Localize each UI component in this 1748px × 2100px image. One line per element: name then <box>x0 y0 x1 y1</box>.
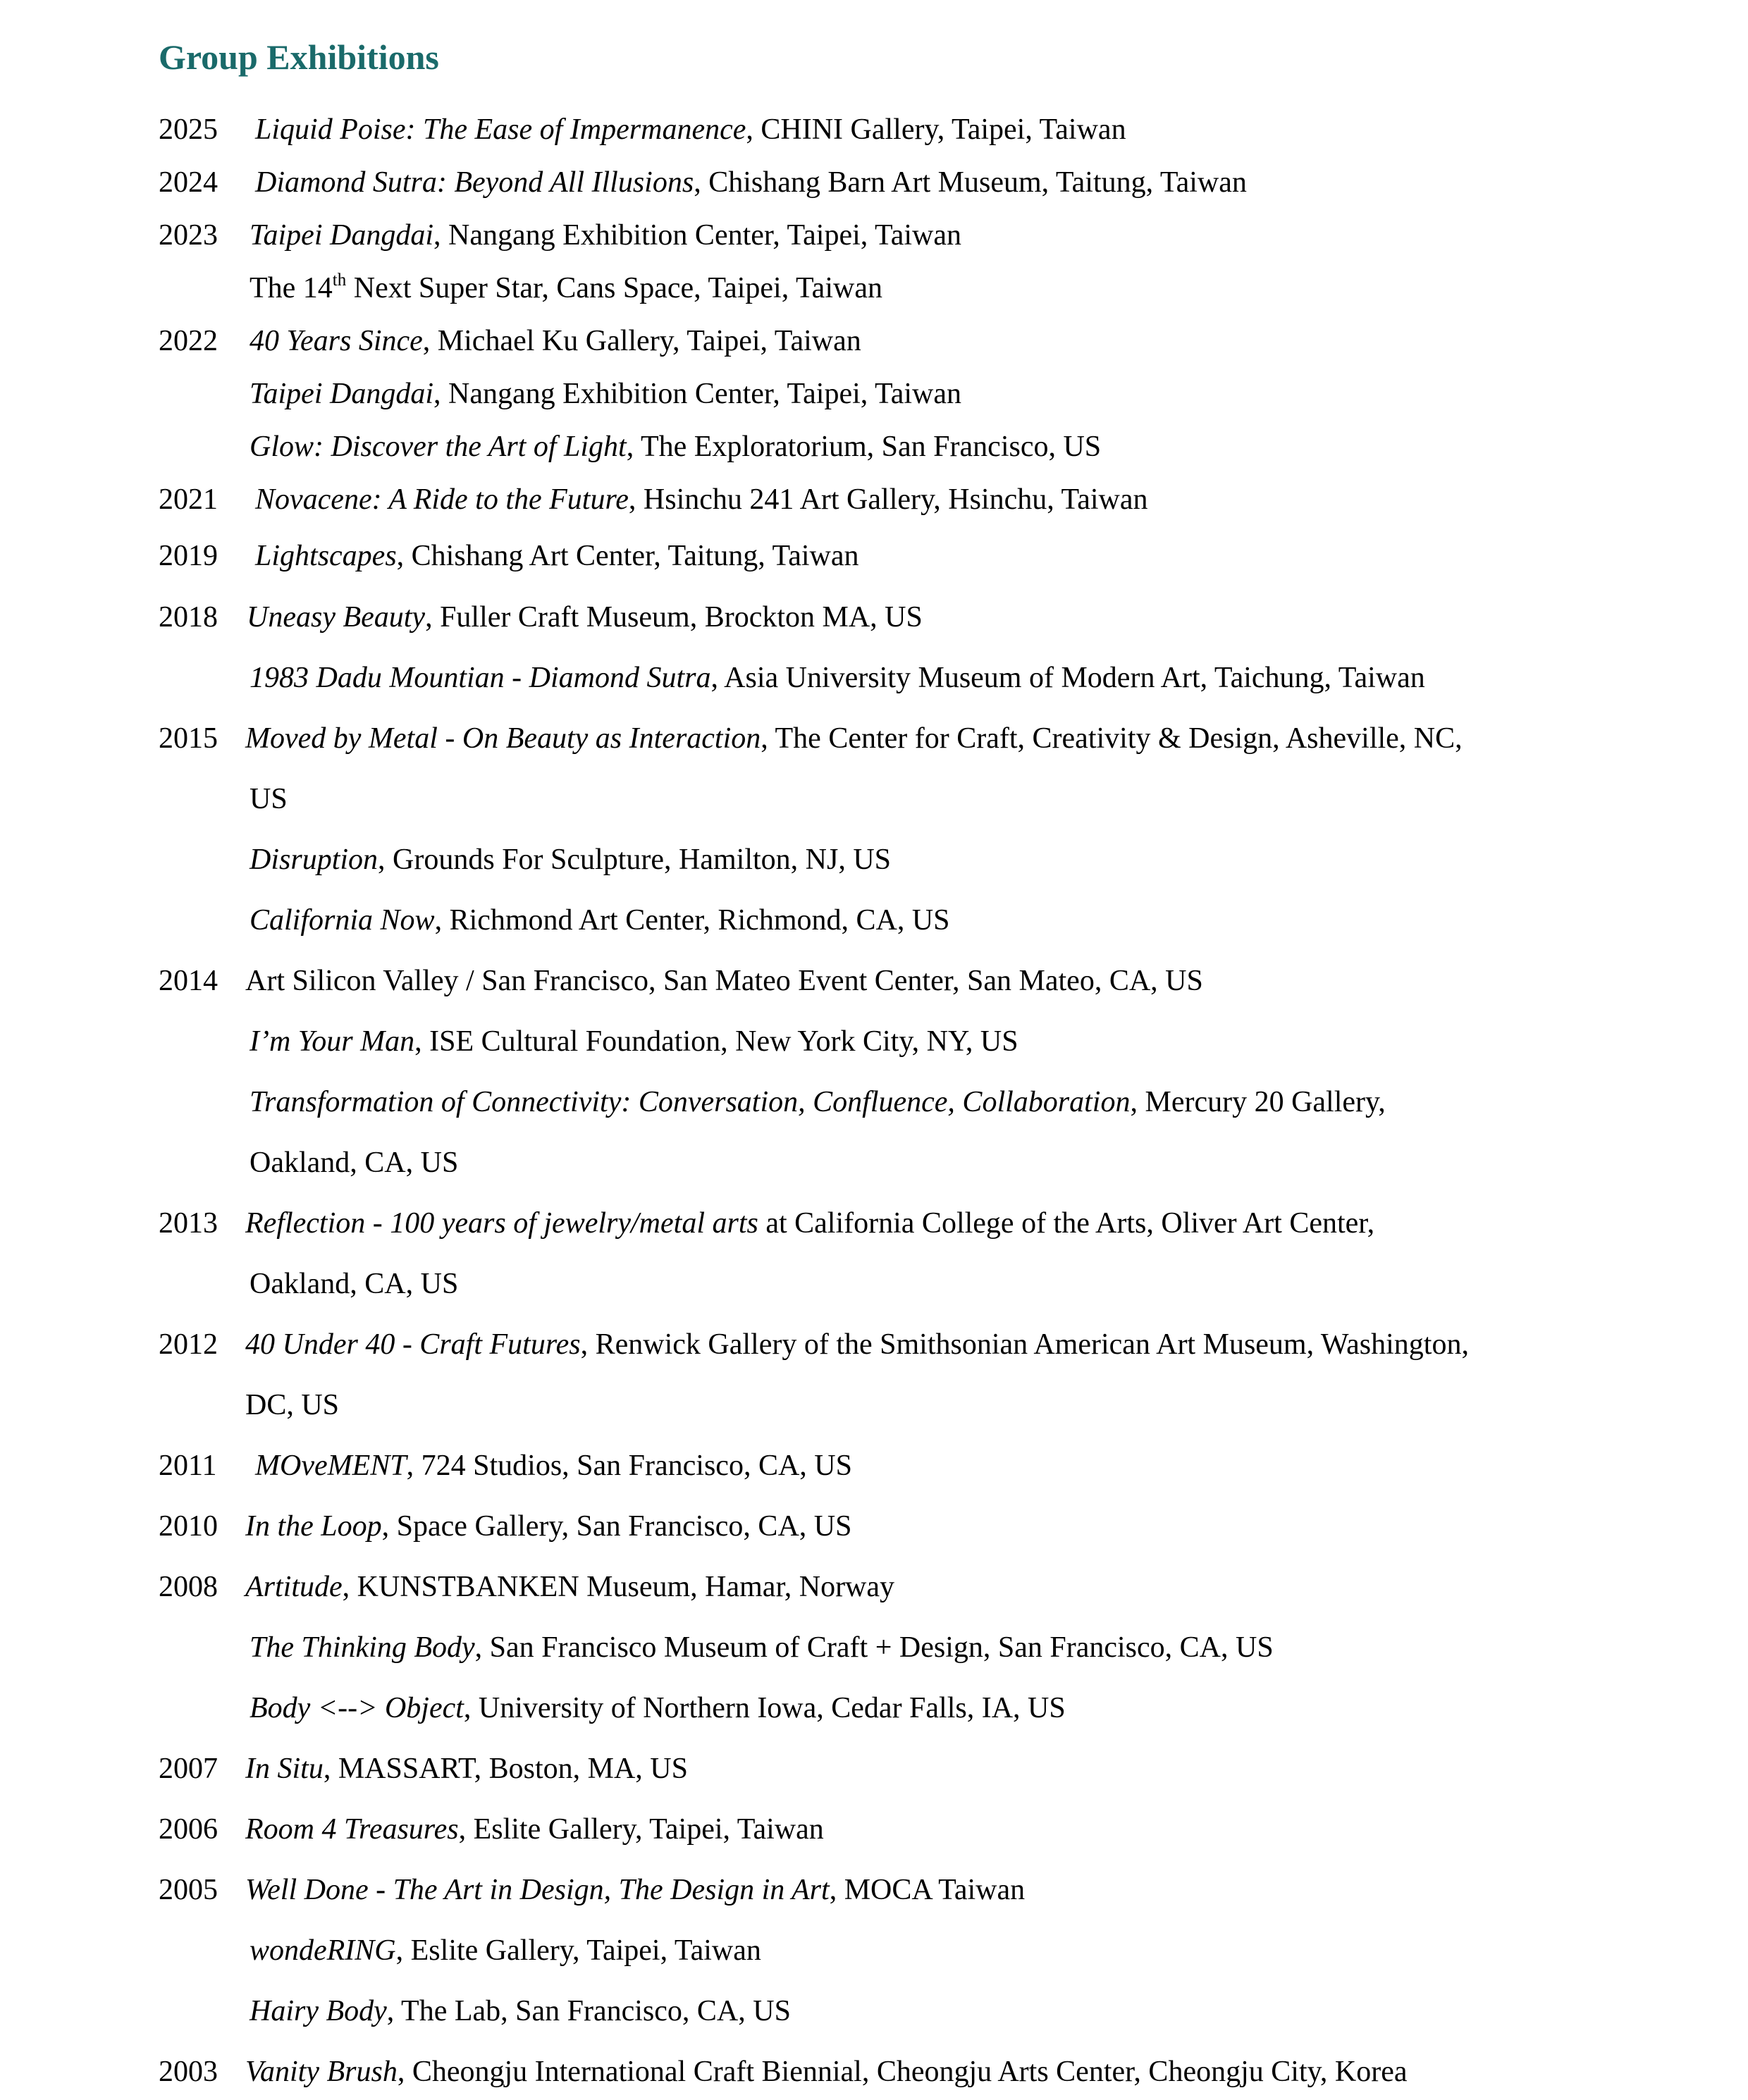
exhibition-year: 2008 <box>159 1571 218 1603</box>
exhibition-year: 2006 <box>159 1813 218 1846</box>
exhibition-year: 2005 <box>159 1874 218 1906</box>
exhibition-venue: Next Super Star, Cans Space, Taipei, Taiwan <box>346 272 882 304</box>
entry-text: The 14 <box>250 272 333 304</box>
exhibition-title: I’m Your Man <box>250 1025 415 1058</box>
exhibition-entry <box>245 1754 688 1784</box>
exhibition-year: 2021 <box>159 483 218 516</box>
exhibition-title: Taipei Dangdai <box>250 219 433 252</box>
exhibition-venue: , KUNSTBANKEN Museum, Hamar, Norway <box>342 1571 895 1603</box>
exhibition-title: In Situ <box>245 1753 324 1785</box>
exhibition-year: 2022 <box>159 325 218 357</box>
exhibition-entry <box>250 432 1101 462</box>
exhibition-year: 2015 <box>159 722 218 755</box>
exhibition-title: Transformation of Connectivity: Conversation, Confluence, Collaboration <box>250 1086 1131 1118</box>
exhibition-year: 2024 <box>159 166 218 199</box>
exhibition-title: Vanity Brush <box>245 2056 398 2088</box>
exhibition-year: 2023 <box>159 219 218 252</box>
ordinal-suffix: th <box>332 271 347 290</box>
exhibition-entry <box>245 1572 894 1602</box>
exhibition-venue: , The Exploratorium, San Francisco, US <box>626 431 1102 463</box>
exhibition-title: The Thinking Body <box>250 1631 475 1664</box>
exhibition-title: Lightscapes <box>255 540 397 572</box>
exhibition-entry <box>250 1996 791 2026</box>
exhibition-year: 2014 <box>159 965 218 997</box>
exhibition-venue: , Michael Ku Gallery, Taipei, Taiwan <box>422 325 861 357</box>
exhibition-venue: at California College of the Arts, Oliver Art Center, <box>758 1207 1375 1240</box>
exhibition-venue: US <box>250 783 288 815</box>
exhibition-title: Artitude <box>245 1571 343 1603</box>
exhibition-venue: , Chishang Barn Art Museum, Taitung, Taiwan <box>694 166 1247 199</box>
exhibition-entry <box>245 1875 1025 1905</box>
exhibition-entry <box>250 1269 458 1299</box>
exhibition-entry <box>250 845 891 875</box>
exhibition-entry <box>250 1027 1018 1056</box>
exhibition-year: 2013 <box>159 1207 218 1240</box>
exhibition-venue: , University of Northern Iowa, Cedar Falls, IA, US <box>463 1692 1066 1724</box>
exhibition-venue: Oakland, CA, US <box>250 1147 459 1179</box>
exhibition-title: Diamond Sutra: Beyond All Illusions <box>255 166 694 199</box>
exhibition-venue: Art Silicon Valley / San Francisco, San Mateo Event Center, San Mateo, CA, US <box>245 965 1203 997</box>
exhibition-entry <box>245 966 1203 996</box>
exhibition-venue: , Chishang Art Center, Taitung, Taiwan <box>396 540 859 572</box>
exhibition-entry <box>245 724 1463 753</box>
exhibition-venue: , ISE Cultural Foundation, New York City, NY, US <box>414 1025 1018 1058</box>
exhibition-year: 2012 <box>159 1328 218 1361</box>
exhibition-venue: , Grounds For Sculpture, Hamilton, NJ, US <box>378 844 892 876</box>
exhibition-venue: DC, US <box>245 1389 340 1421</box>
exhibition-title: Well Done - The Art in Design, The Design in Art <box>245 1874 830 1906</box>
section-heading: Group Exhibitions <box>159 37 439 77</box>
exhibition-title: Disruption <box>250 844 378 876</box>
exhibition-entry <box>250 1693 1066 1723</box>
exhibition-entry <box>255 485 1148 514</box>
exhibition-year: 2019 <box>159 540 218 572</box>
exhibition-venue: , CHINI Gallery, Taipei, Taiwan <box>746 113 1126 146</box>
exhibition-title: MOveMENT <box>255 1450 407 1482</box>
exhibition-venue: , Fuller Craft Museum, Brockton MA, US <box>425 601 923 634</box>
exhibition-venue: , Eslite Gallery, Taipei, Taiwan <box>395 1934 761 1967</box>
exhibition-entry <box>245 1330 1469 1359</box>
exhibition-venue: , The Lab, San Francisco, CA, US <box>386 1995 791 2027</box>
exhibition-title: California Now <box>250 904 435 937</box>
exhibition-title: Body <--> Object <box>250 1692 464 1724</box>
exhibition-entry <box>250 1087 1386 1117</box>
exhibition-entry <box>255 541 858 571</box>
exhibition-entry <box>245 1815 824 1844</box>
exhibition-year: 2010 <box>159 1510 218 1543</box>
exhibition-entry <box>247 603 923 632</box>
exhibition-venue: , The Center for Craft, Creativity & Design, Asheville, NC, <box>761 722 1463 755</box>
exhibition-entry <box>245 2057 1407 2087</box>
exhibition-year: 2025 <box>159 113 218 146</box>
exhibition-title: wondeRING <box>250 1934 396 1967</box>
exhibition-entry <box>250 221 961 250</box>
exhibition-venue: , Eslite Gallery, Taipei, Taiwan <box>458 1813 824 1846</box>
exhibition-entry <box>255 1451 852 1481</box>
exhibition-year: 2018 <box>159 601 218 634</box>
exhibition-entry <box>255 168 1247 197</box>
exhibition-venue: , Asia University Museum of Modern Art, Taichung, Taiwan <box>710 662 1425 694</box>
exhibition-venue: , Renwick Gallery of the Smithsonian American Art Museum, Washington, <box>580 1328 1469 1361</box>
exhibition-title: Uneasy Beauty <box>247 601 426 634</box>
exhibition-entry <box>255 115 1126 144</box>
exhibition-title: 40 Under 40 - Craft Futures <box>245 1328 581 1361</box>
exhibition-venue: , San Francisco Museum of Craft + Design, San Francisco, CA, US <box>474 1631 1274 1664</box>
exhibition-venue: , Mercury 20 Gallery, <box>1130 1086 1386 1118</box>
exhibition-year: 2007 <box>159 1753 218 1785</box>
exhibition-entry <box>250 663 1425 693</box>
exhibition-entry <box>245 1512 851 1541</box>
exhibition-title: 1983 Dadu Mountian - Diamond Sutra <box>250 662 711 694</box>
exhibition-venue: , Cheongju International Craft Biennial, Cheongju Arts Center, Cheongju City, Korea <box>397 2056 1408 2088</box>
exhibition-venue: , Space Gallery, San Francisco, CA, US <box>381 1510 852 1543</box>
exhibition-year: 2011 <box>159 1450 217 1482</box>
exhibition-title: 40 Years Since <box>250 325 423 357</box>
exhibition-entry <box>250 906 950 935</box>
exhibition-year: 2003 <box>159 2056 218 2088</box>
exhibition-title: Glow: Discover the Art of Light <box>250 431 627 463</box>
exhibition-venue: , MASSART, Boston, MA, US <box>323 1753 688 1785</box>
exhibition-title: Taipei Dangdai <box>250 378 433 410</box>
exhibition-venue: , Nangang Exhibition Center, Taipei, Taiwan <box>433 378 962 410</box>
exhibition-venue: , Hsinchu 241 Art Gallery, Hsinchu, Taiwan <box>628 483 1148 516</box>
exhibition-venue: , 724 Studios, San Francisco, CA, US <box>406 1450 852 1482</box>
exhibition-entry <box>250 326 861 356</box>
exhibition-entry <box>250 1936 761 1965</box>
exhibition-venue: , Richmond Art Center, Richmond, CA, US <box>434 904 950 937</box>
exhibition-entry <box>250 784 288 814</box>
exhibition-entry <box>245 1390 339 1420</box>
exhibition-entry <box>250 273 882 303</box>
exhibition-title: Novacene: A Ride to the Future <box>255 483 629 516</box>
exhibition-title: Hairy Body <box>250 1995 387 2027</box>
exhibition-title: Reflection - 100 years of jewelry/metal arts <box>245 1207 758 1240</box>
exhibition-entry <box>250 1633 1274 1662</box>
exhibition-entry <box>250 1148 458 1178</box>
exhibition-title: Moved by Metal - On Beauty as Interaction <box>245 722 761 755</box>
exhibition-venue: , Nangang Exhibition Center, Taipei, Taiwan <box>433 219 962 252</box>
exhibition-entry <box>245 1209 1374 1238</box>
exhibition-title: Liquid Poise: The Ease of Impermanence <box>255 113 746 146</box>
exhibition-entry <box>250 379 961 409</box>
exhibition-venue: Oakland, CA, US <box>250 1268 459 1300</box>
exhibition-title: Room 4 Treasures <box>245 1813 459 1846</box>
exhibition-title: In the Loop <box>245 1510 382 1543</box>
exhibition-venue: , MOCA Taiwan <box>829 1874 1026 1906</box>
